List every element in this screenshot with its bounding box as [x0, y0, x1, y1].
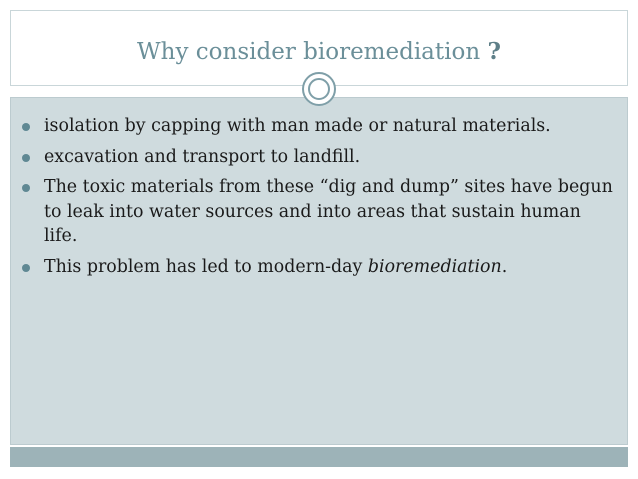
bottom-strip [10, 447, 628, 467]
bullet-item-2 [18, 145, 618, 170]
bullet-dot-icon [22, 184, 30, 192]
bullet-list [18, 114, 618, 285]
bullet-item-1 [18, 114, 618, 139]
bullet-dot-icon [22, 264, 30, 272]
bullet-text-3: The toxic materials from these “dig and dump” sites have begun to leak into water sources and into areas that sustain human life. [44, 177, 613, 246]
bullet-text-4-italic: bioremediation [367, 256, 502, 277]
slide-title-mark: ? [487, 38, 501, 65]
double-ring-icon [302, 72, 336, 106]
bullet-text-4-start: This problem has led to modern-day [44, 256, 368, 277]
slide-title [11, 38, 627, 65]
bullet-text-1: isolation by capping with man made or natural materials. [44, 116, 551, 136]
bullet-item-3 [18, 175, 618, 249]
slide-title-text: Why consider bioremediation [137, 39, 481, 65]
bullet-text-4-end: . [501, 256, 508, 277]
bullet-text-2: excavation and transport to landfill. [44, 146, 361, 167]
bullet-dot-icon [22, 123, 30, 131]
bullet-item-4 [18, 255, 618, 280]
bullet-dot-icon [22, 154, 30, 162]
